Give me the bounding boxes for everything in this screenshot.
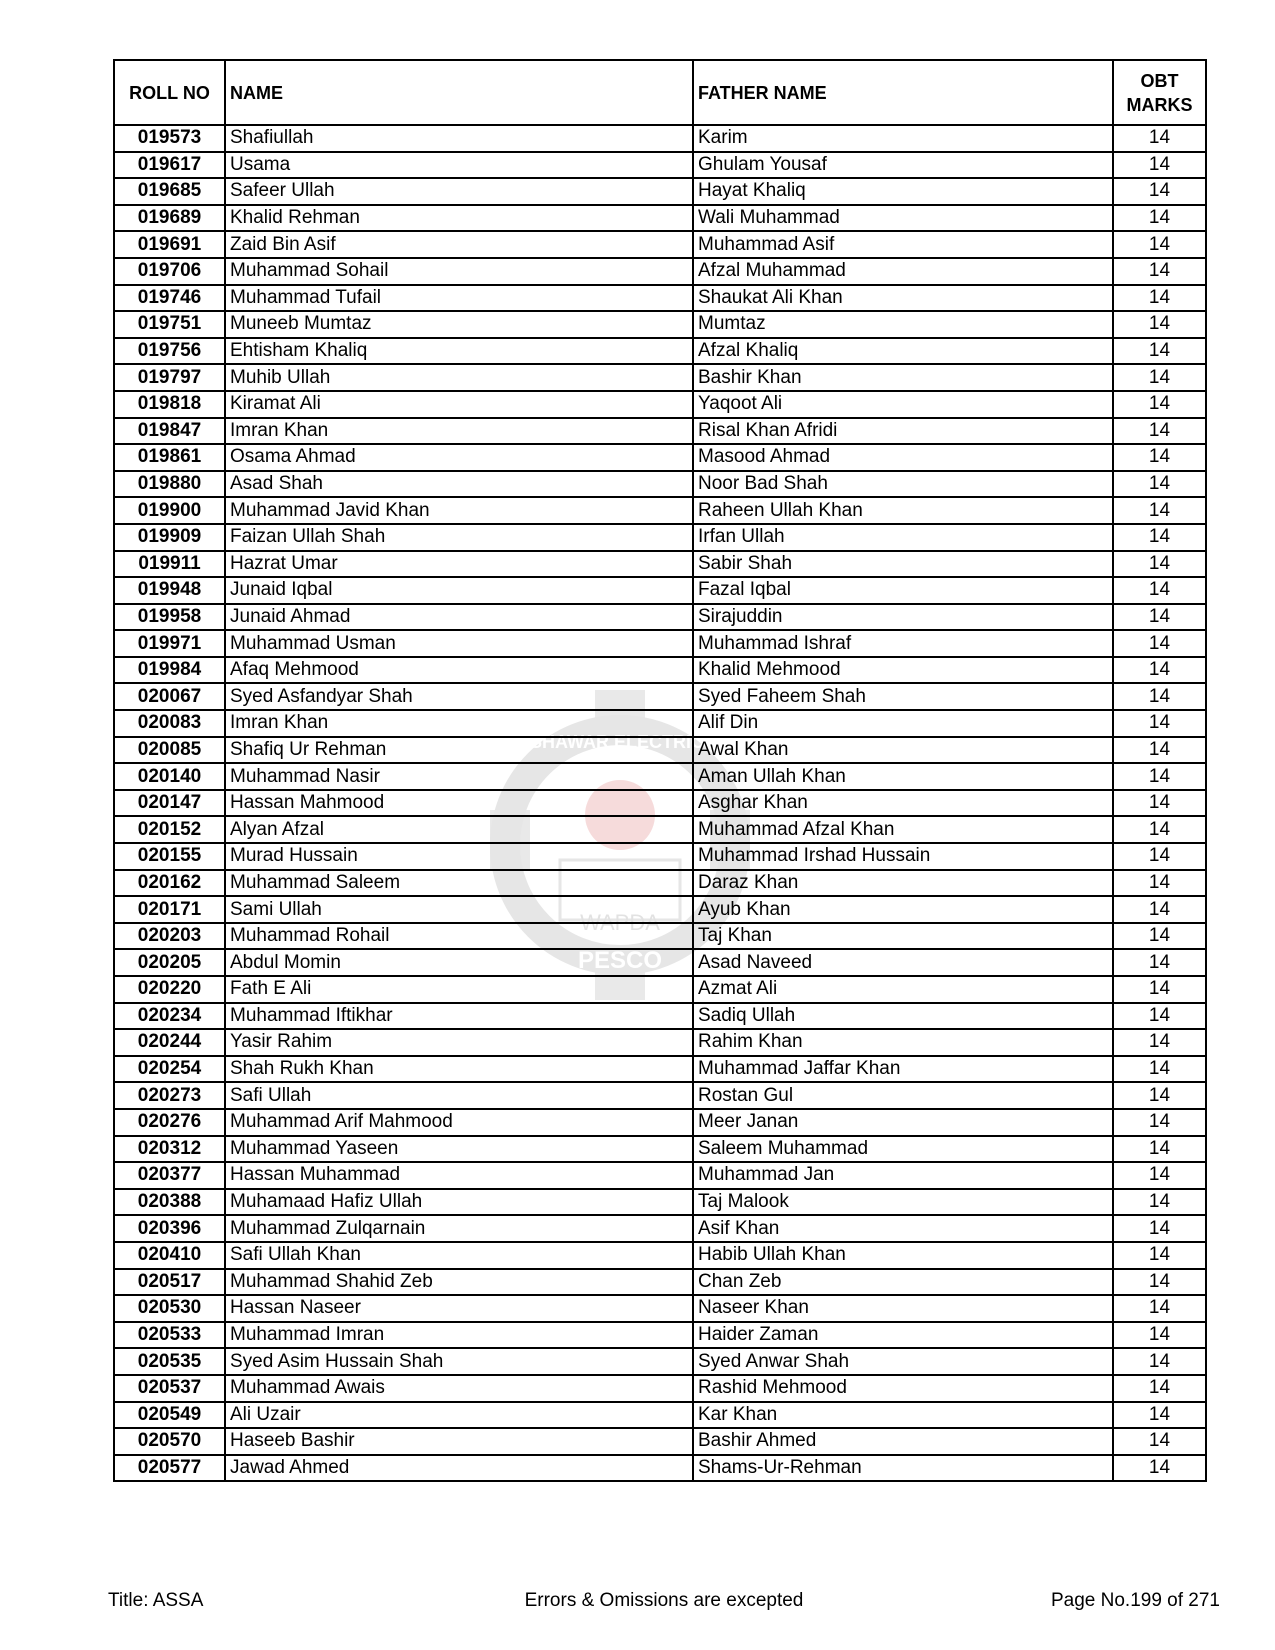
roll-no-cell: 019861 [114, 444, 225, 471]
father-name-cell: Risal Khan Afridi [693, 418, 1113, 445]
roll-no-cell: 020549 [114, 1402, 225, 1429]
name-cell: Hassan Muhammad [225, 1162, 693, 1189]
name-cell: Muhammad Saleem [225, 870, 693, 897]
table-header-row [114, 60, 1206, 125]
father-name-cell: Shaukat Ali Khan [693, 285, 1113, 312]
table-row [114, 497, 1206, 524]
roll-no-cell: 020535 [114, 1348, 225, 1375]
name-cell: Haseeb Bashir [225, 1428, 693, 1455]
table-row [114, 1136, 1206, 1163]
father-name-cell: Asif Khan [693, 1215, 1113, 1242]
father-name-cell: Taj Khan [693, 923, 1113, 950]
father-name-cell: Muhammad Jan [693, 1162, 1113, 1189]
father-name-cell: Rostan Gul [693, 1082, 1113, 1109]
obt-marks-cell: 14 [1113, 949, 1206, 976]
name-cell: Junaid Iqbal [225, 577, 693, 604]
table-row [114, 524, 1206, 551]
roll-no-cell: 020388 [114, 1189, 225, 1216]
roll-no-cell: 019617 [114, 152, 225, 179]
father-name-cell: Sadiq Ullah [693, 1003, 1113, 1030]
table-row [114, 1348, 1206, 1375]
table-row [114, 471, 1206, 498]
obt-marks-cell: 14 [1113, 657, 1206, 684]
roll-no-cell: 020517 [114, 1269, 225, 1296]
table-row [114, 1003, 1206, 1030]
header-name: NAME [225, 60, 693, 125]
obt-marks-cell: 14 [1113, 1003, 1206, 1030]
obt-marks-cell: 14 [1113, 338, 1206, 365]
table-row [114, 1215, 1206, 1242]
obt-marks-cell: 14 [1113, 311, 1206, 338]
table-row [114, 763, 1206, 790]
name-cell: Ali Uzair [225, 1402, 693, 1429]
table-row [114, 444, 1206, 471]
father-name-cell: Saleem Muhammad [693, 1136, 1113, 1163]
roll-no-cell: 020067 [114, 683, 225, 710]
father-name-cell: Karim [693, 125, 1113, 152]
name-cell: Syed Asfandyar Shah [225, 683, 693, 710]
roll-no-cell: 019909 [114, 524, 225, 551]
header-obt-marks [1113, 60, 1206, 125]
roll-no-cell: 019573 [114, 125, 225, 152]
name-cell: Muhammad Zulqarnain [225, 1215, 693, 1242]
father-name-cell: Afzal Muhammad [693, 258, 1113, 285]
father-name-cell: Azmat Ali [693, 976, 1113, 1003]
name-cell: Shah Rukh Khan [225, 1056, 693, 1083]
obt-marks-cell: 14 [1113, 444, 1206, 471]
name-cell: Muhammad Yaseen [225, 1136, 693, 1163]
obt-marks-cell: 14 [1113, 1402, 1206, 1429]
table-row [114, 604, 1206, 631]
table-row [114, 790, 1206, 817]
obt-marks-cell: 14 [1113, 1136, 1206, 1163]
table-row [114, 152, 1206, 179]
name-cell: Safi Ullah Khan [225, 1242, 693, 1269]
roll-no-cell: 020570 [114, 1428, 225, 1455]
roll-no-cell: 020083 [114, 710, 225, 737]
father-name-cell: Syed Anwar Shah [693, 1348, 1113, 1375]
roll-no-cell: 019689 [114, 205, 225, 232]
father-name-cell: Mumtaz [693, 311, 1113, 338]
obt-marks-cell: 14 [1113, 1189, 1206, 1216]
table-row [114, 231, 1206, 258]
roll-no-cell: 019971 [114, 630, 225, 657]
table-row [114, 311, 1206, 338]
roll-no-cell: 019706 [114, 258, 225, 285]
table-row [114, 1082, 1206, 1109]
father-name-cell: Aman Ullah Khan [693, 763, 1113, 790]
roll-no-cell: 020577 [114, 1455, 225, 1482]
page-footer [108, 1590, 1220, 1620]
obt-marks-cell: 14 [1113, 285, 1206, 312]
obt-marks-cell: 14 [1113, 418, 1206, 445]
table-row [114, 737, 1206, 764]
table-body [114, 125, 1206, 1481]
roll-no-cell: 020312 [114, 1136, 225, 1163]
roll-no-cell: 019818 [114, 391, 225, 418]
name-cell: Muhammad Tufail [225, 285, 693, 312]
obt-marks-cell: 14 [1113, 471, 1206, 498]
roll-no-cell: 019948 [114, 577, 225, 604]
name-cell: Hazrat Umar [225, 551, 693, 578]
father-name-cell: Wali Muhammad [693, 205, 1113, 232]
roll-no-cell: 020162 [114, 870, 225, 897]
table-row [114, 1322, 1206, 1349]
roll-no-cell: 020533 [114, 1322, 225, 1349]
father-name-cell: Asad Naveed [693, 949, 1113, 976]
obt-marks-cell: 14 [1113, 1455, 1206, 1482]
father-name-cell: Muhammad Asif [693, 231, 1113, 258]
roll-no-cell: 019984 [114, 657, 225, 684]
father-name-cell: Hayat Khaliq [693, 178, 1113, 205]
roll-no-cell: 020220 [114, 976, 225, 1003]
father-name-cell: Raheen Ullah Khan [693, 497, 1113, 524]
roll-no-cell: 019746 [114, 285, 225, 312]
table-row [114, 577, 1206, 604]
roll-no-cell: 020276 [114, 1109, 225, 1136]
obt-marks-cell: 14 [1113, 1269, 1206, 1296]
father-name-cell: Kar Khan [693, 1402, 1113, 1429]
name-cell: Muhamaad Hafiz Ullah [225, 1189, 693, 1216]
obt-marks-cell: 14 [1113, 1428, 1206, 1455]
name-cell: Muhammad Javid Khan [225, 497, 693, 524]
table-row [114, 285, 1206, 312]
table-row [114, 391, 1206, 418]
roll-no-cell: 020410 [114, 1242, 225, 1269]
watermark-inner-text: WAPDA [580, 910, 660, 935]
name-cell: Safeer Ullah [225, 178, 693, 205]
name-cell: Muhammad Sohail [225, 258, 693, 285]
results-table [113, 59, 1207, 1482]
obt-marks-cell: 14 [1113, 364, 1206, 391]
obt-marks-cell: 14 [1113, 1162, 1206, 1189]
obt-marks-cell: 14 [1113, 604, 1206, 631]
obt-marks-cell: 14 [1113, 843, 1206, 870]
father-name-cell: Muhammad Afzal Khan [693, 816, 1113, 843]
name-cell: Shafiq Ur Rehman [225, 737, 693, 764]
obt-marks-cell: 14 [1113, 1348, 1206, 1375]
roll-no-cell: 020377 [114, 1162, 225, 1189]
table-row [114, 1029, 1206, 1056]
name-cell: Kiramat Ali [225, 391, 693, 418]
name-cell: Fath E Ali [225, 976, 693, 1003]
header-roll-no: ROLL NO [114, 60, 225, 125]
name-cell: Abdul Momin [225, 949, 693, 976]
header-obt-marks-line2: MARKS [1126, 94, 1193, 115]
table-row [114, 1402, 1206, 1429]
table-row [114, 1375, 1206, 1402]
name-cell: Muhammad Imran [225, 1322, 693, 1349]
table-row [114, 923, 1206, 950]
father-name-cell: Daraz Khan [693, 870, 1113, 897]
obt-marks-cell: 14 [1113, 923, 1206, 950]
obt-marks-cell: 14 [1113, 870, 1206, 897]
table-row [114, 178, 1206, 205]
table-row [114, 1428, 1206, 1455]
watermark-bottom-text: PESCO [577, 947, 663, 974]
name-cell: Hassan Naseer [225, 1295, 693, 1322]
name-cell: Ehtisham Khaliq [225, 338, 693, 365]
father-name-cell: Khalid Mehmood [693, 657, 1113, 684]
name-cell: Faizan Ullah Shah [225, 524, 693, 551]
obt-marks-cell: 14 [1113, 1295, 1206, 1322]
father-name-cell: Afzal Khaliq [693, 338, 1113, 365]
name-cell: Shafiullah [225, 125, 693, 152]
roll-no-cell: 020396 [114, 1215, 225, 1242]
roll-no-cell: 020273 [114, 1082, 225, 1109]
roll-no-cell: 020244 [114, 1029, 225, 1056]
header-father-name: FATHER NAME [693, 60, 1113, 125]
father-name-cell: Alif Din [693, 710, 1113, 737]
table-row [114, 551, 1206, 578]
roll-no-cell: 020152 [114, 816, 225, 843]
name-cell: Muhammad Rohail [225, 923, 693, 950]
obt-marks-cell: 14 [1113, 497, 1206, 524]
table-row [114, 1056, 1206, 1083]
roll-no-cell: 019756 [114, 338, 225, 365]
obt-marks-cell: 14 [1113, 1029, 1206, 1056]
table-row [114, 205, 1206, 232]
table-row [114, 1455, 1206, 1482]
roll-no-cell: 019751 [114, 311, 225, 338]
father-name-cell: Fazal Iqbal [693, 577, 1113, 604]
table-row [114, 1269, 1206, 1296]
table-row [114, 1162, 1206, 1189]
watermark-ring-text: PESHAWAR ELECTRIC SU [505, 732, 735, 752]
father-name-cell: Sirajuddin [693, 604, 1113, 631]
obt-marks-cell: 14 [1113, 577, 1206, 604]
obt-marks-cell: 14 [1113, 205, 1206, 232]
name-cell: Asad Shah [225, 471, 693, 498]
name-cell: Muneeb Mumtaz [225, 311, 693, 338]
father-name-cell: Masood Ahmad [693, 444, 1113, 471]
table-row [114, 710, 1206, 737]
name-cell: Muhammad Usman [225, 630, 693, 657]
obt-marks-cell: 14 [1113, 1322, 1206, 1349]
name-cell: Sami Ullah [225, 896, 693, 923]
table-row [114, 418, 1206, 445]
roll-no-cell: 020254 [114, 1056, 225, 1083]
obt-marks-cell: 14 [1113, 790, 1206, 817]
roll-no-cell: 019685 [114, 178, 225, 205]
roll-no-cell: 019900 [114, 497, 225, 524]
obt-marks-cell: 14 [1113, 710, 1206, 737]
father-name-cell: Irfan Ullah [693, 524, 1113, 551]
table-row [114, 683, 1206, 710]
footer-note: Errors & Omissions are excepted [524, 1590, 804, 1611]
table-row [114, 1189, 1206, 1216]
roll-no-cell: 020147 [114, 790, 225, 817]
father-name-cell: Asghar Khan [693, 790, 1113, 817]
footer-title: Title: ASSA [108, 1590, 204, 1611]
father-name-cell: Taj Malook [693, 1189, 1113, 1216]
roll-no-cell: 019847 [114, 418, 225, 445]
table-row [114, 364, 1206, 391]
father-name-cell: Shams-Ur-Rehman [693, 1455, 1113, 1482]
roll-no-cell: 020140 [114, 763, 225, 790]
father-name-cell: Rahim Khan [693, 1029, 1113, 1056]
father-name-cell: Rashid Mehmood [693, 1375, 1113, 1402]
table-row [114, 843, 1206, 870]
name-cell: Zaid Bin Asif [225, 231, 693, 258]
obt-marks-cell: 14 [1113, 683, 1206, 710]
obt-marks-cell: 14 [1113, 976, 1206, 1003]
obt-marks-cell: 14 [1113, 1242, 1206, 1269]
obt-marks-cell: 14 [1113, 816, 1206, 843]
father-name-cell: Chan Zeb [693, 1269, 1113, 1296]
name-cell: Yasir Rahim [225, 1029, 693, 1056]
table-row [114, 258, 1206, 285]
name-cell: Syed Asim Hussain Shah [225, 1348, 693, 1375]
name-cell: Muhammad Iftikhar [225, 1003, 693, 1030]
roll-no-cell: 019691 [114, 231, 225, 258]
name-cell: Imran Khan [225, 418, 693, 445]
obt-marks-cell: 14 [1113, 231, 1206, 258]
roll-no-cell: 020085 [114, 737, 225, 764]
father-name-cell: Sabir Shah [693, 551, 1113, 578]
table-row [114, 816, 1206, 843]
roll-no-cell: 020203 [114, 923, 225, 950]
father-name-cell: Ayub Khan [693, 896, 1113, 923]
name-cell: Muhammad Nasir [225, 763, 693, 790]
name-cell: Osama Ahmad [225, 444, 693, 471]
name-cell: Hassan Mahmood [225, 790, 693, 817]
obt-marks-cell: 14 [1113, 258, 1206, 285]
obt-marks-cell: 14 [1113, 152, 1206, 179]
obt-marks-cell: 14 [1113, 630, 1206, 657]
obt-marks-cell: 14 [1113, 1056, 1206, 1083]
obt-marks-cell: 14 [1113, 737, 1206, 764]
father-name-cell: Bashir Ahmed [693, 1428, 1113, 1455]
header-obt-marks-line1: OBT [1140, 70, 1179, 91]
name-cell: Khalid Rehman [225, 205, 693, 232]
table-row [114, 1295, 1206, 1322]
father-name-cell: Noor Bad Shah [693, 471, 1113, 498]
name-cell: Muhammad Shahid Zeb [225, 1269, 693, 1296]
obt-marks-cell: 14 [1113, 391, 1206, 418]
table-row [114, 630, 1206, 657]
obt-marks-cell: 14 [1113, 125, 1206, 152]
table-row [114, 870, 1206, 897]
father-name-cell: Bashir Khan [693, 364, 1113, 391]
obt-marks-cell: 14 [1113, 178, 1206, 205]
roll-no-cell: 020205 [114, 949, 225, 976]
name-cell: Muhib Ullah [225, 364, 693, 391]
table-row [114, 338, 1206, 365]
father-name-cell: Ghulam Yousaf [693, 152, 1113, 179]
table-row [114, 976, 1206, 1003]
father-name-cell: Habib Ullah Khan [693, 1242, 1113, 1269]
name-cell: Afaq Mehmood [225, 657, 693, 684]
father-name-cell: Awal Khan [693, 737, 1113, 764]
father-name-cell: Meer Janan [693, 1109, 1113, 1136]
father-name-cell: Naseer Khan [693, 1295, 1113, 1322]
name-cell: Murad Hussain [225, 843, 693, 870]
obt-marks-cell: 14 [1113, 1082, 1206, 1109]
table-row [114, 896, 1206, 923]
father-name-cell: Muhammad Irshad Hussain [693, 843, 1113, 870]
father-name-cell: Yaqoot Ali [693, 391, 1113, 418]
roll-no-cell: 020234 [114, 1003, 225, 1030]
roll-no-cell: 020171 [114, 896, 225, 923]
table-row [114, 125, 1206, 152]
roll-no-cell: 020537 [114, 1375, 225, 1402]
roll-no-cell: 020155 [114, 843, 225, 870]
obt-marks-cell: 14 [1113, 896, 1206, 923]
table-row [114, 1242, 1206, 1269]
name-cell: Usama [225, 152, 693, 179]
obt-marks-cell: 14 [1113, 763, 1206, 790]
roll-no-cell: 019797 [114, 364, 225, 391]
obt-marks-cell: 14 [1113, 551, 1206, 578]
name-cell: Muhammad Awais [225, 1375, 693, 1402]
father-name-cell: Haider Zaman [693, 1322, 1113, 1349]
father-name-cell: Muhammad Ishraf [693, 630, 1113, 657]
obt-marks-cell: 14 [1113, 1215, 1206, 1242]
roll-no-cell: 019958 [114, 604, 225, 631]
table-row [114, 1109, 1206, 1136]
name-cell: Junaid Ahmad [225, 604, 693, 631]
obt-marks-cell: 14 [1113, 1375, 1206, 1402]
name-cell: Muhammad Arif Mahmood [225, 1109, 693, 1136]
father-name-cell: Muhammad Jaffar Khan [693, 1056, 1113, 1083]
roll-no-cell: 020530 [114, 1295, 225, 1322]
name-cell: Alyan Afzal [225, 816, 693, 843]
table-row [114, 949, 1206, 976]
name-cell: Imran Khan [225, 710, 693, 737]
obt-marks-cell: 14 [1113, 524, 1206, 551]
obt-marks-cell: 14 [1113, 1109, 1206, 1136]
name-cell: Jawad Ahmed [225, 1455, 693, 1482]
roll-no-cell: 019911 [114, 551, 225, 578]
table-row [114, 657, 1206, 684]
footer-page-number: Page No.199 of 271 [1050, 1590, 1220, 1611]
father-name-cell: Syed Faheem Shah [693, 683, 1113, 710]
roll-no-cell: 019880 [114, 471, 225, 498]
name-cell: Safi Ullah [225, 1082, 693, 1109]
